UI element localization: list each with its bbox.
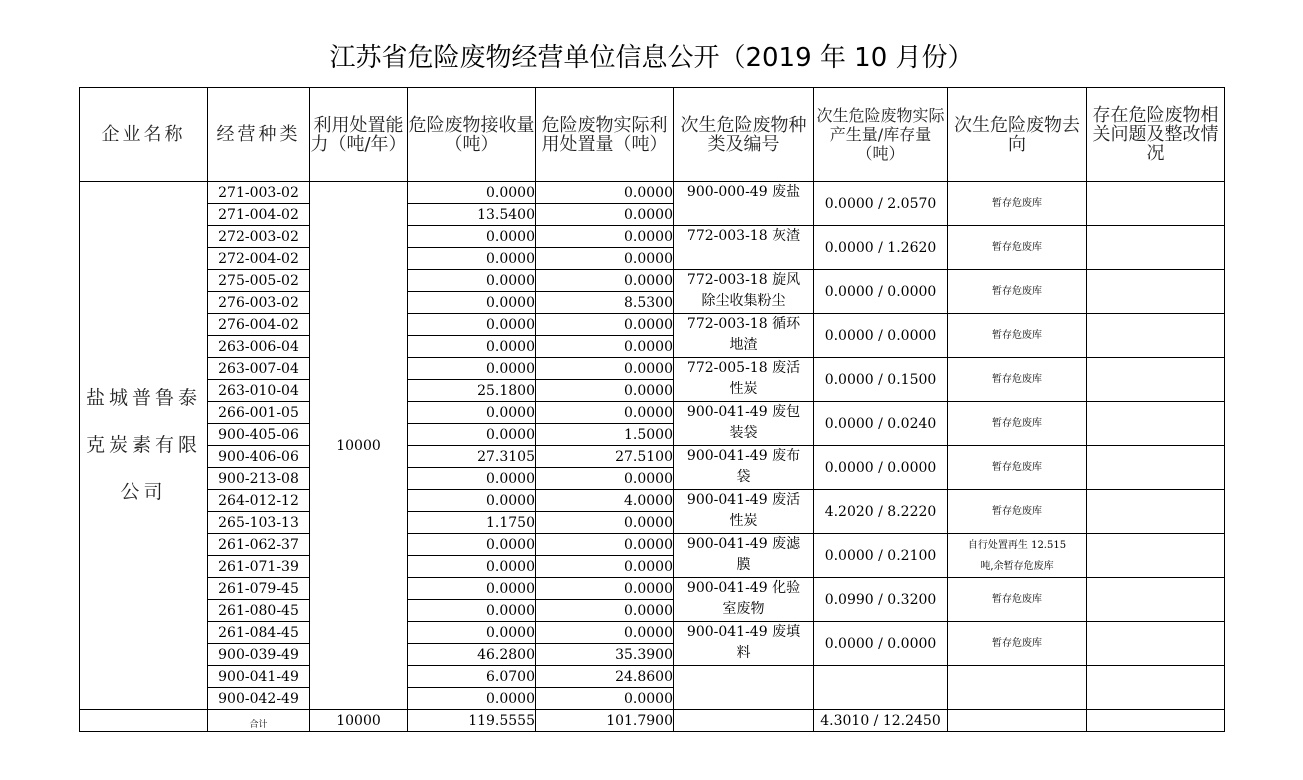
received-amount: 25.1800 — [408, 380, 536, 402]
used-amount: 0.0000 — [536, 226, 674, 248]
table-row — [80, 622, 1225, 644]
secondary-type-line1: 772-005-18 废活 — [686, 360, 801, 376]
used-amount: 24.8600 — [536, 666, 674, 688]
header-capacity: 利用处置能力（吨/年） — [310, 88, 408, 182]
used-amount: 35.3900 — [536, 644, 674, 666]
empty-issues — [1087, 666, 1225, 710]
used-amount: 0.0000 — [536, 380, 674, 402]
total-row — [80, 710, 1225, 732]
used-amount: 0.0000 — [536, 578, 674, 600]
empty-secondary-type — [674, 666, 814, 710]
waste-code: 900-042-49 — [208, 688, 310, 710]
total-secondary-amount: 4.3010 / 12.2450 — [814, 710, 948, 732]
issues-cell — [1087, 226, 1225, 270]
received-amount: 0.0000 — [408, 358, 536, 380]
received-amount: 13.5400 — [408, 204, 536, 226]
table-row — [80, 226, 1225, 248]
destination-line1: 暂存危废库 — [992, 638, 1042, 649]
secondary-waste-type — [674, 270, 814, 314]
destination-line1: 暂存危废库 — [992, 242, 1042, 253]
received-amount: 0.0000 — [408, 534, 536, 556]
total-company-blank — [80, 710, 208, 732]
empty-secondary-dest — [948, 666, 1087, 710]
used-amount: 0.0000 — [536, 248, 674, 270]
total-used: 101.7900 — [536, 710, 674, 732]
empty-secondary-amount — [814, 666, 948, 710]
issues-cell — [1087, 270, 1225, 314]
issues-cell — [1087, 182, 1225, 226]
received-amount: 0.0000 — [408, 336, 536, 358]
waste-code: 900-039-49 — [208, 644, 310, 666]
header-category: 经营种类 — [208, 88, 310, 182]
issues-cell — [1087, 402, 1225, 446]
secondary-amount: 4.2020 / 8.2220 — [814, 490, 948, 534]
used-amount: 0.0000 — [536, 314, 674, 336]
secondary-type-line1: 900-000-49 废盐 — [686, 184, 801, 200]
secondary-type-line1: 900-041-49 化验 — [686, 580, 801, 596]
header-actual-use: 危险废物实际利用处置量（吨） — [536, 88, 674, 182]
total-issues-blank — [1087, 710, 1225, 732]
secondary-amount: 0.0990 / 0.3200 — [814, 578, 948, 622]
secondary-type-line1: 900-041-49 废填 — [686, 624, 801, 640]
secondary-amount: 0.0000 / 0.2100 — [814, 534, 948, 578]
waste-code: 263-010-04 — [208, 380, 310, 402]
issues-cell — [1087, 534, 1225, 578]
total-dest-blank — [948, 710, 1087, 732]
secondary-waste-type — [674, 534, 814, 578]
used-amount: 0.0000 — [536, 600, 674, 622]
secondary-type-line2: 膜 — [736, 557, 751, 573]
secondary-waste-type — [674, 622, 814, 666]
company-name: 盐城普鲁泰克炭素有限公司 — [80, 182, 208, 710]
waste-code: 275-005-02 — [208, 270, 310, 292]
secondary-type-line2: 性炭 — [729, 381, 758, 397]
destination-line1: 暂存危废库 — [992, 374, 1042, 385]
secondary-amount: 0.0000 / 0.1500 — [814, 358, 948, 402]
waste-code: 276-004-02 — [208, 314, 310, 336]
destination-line1: 暂存危废库 — [992, 198, 1042, 209]
received-amount: 0.0000 — [408, 226, 536, 248]
used-amount: 0.0000 — [536, 534, 674, 556]
waste-code: 271-004-02 — [208, 204, 310, 226]
table-body — [80, 182, 1225, 732]
secondary-amount: 0.0000 / 0.0000 — [814, 446, 948, 490]
waste-code: 900-041-49 — [208, 666, 310, 688]
secondary-destination — [948, 578, 1087, 622]
waste-code: 263-006-04 — [208, 336, 310, 358]
secondary-waste-type — [674, 402, 814, 446]
received-amount: 0.0000 — [408, 292, 536, 314]
secondary-waste-type — [674, 578, 814, 622]
secondary-type-line1: 772-003-18 循环 — [686, 316, 801, 332]
used-amount: 8.5300 — [536, 292, 674, 314]
waste-code: 261-084-45 — [208, 622, 310, 644]
used-amount: 0.0000 — [536, 556, 674, 578]
secondary-amount: 0.0000 / 0.0000 — [814, 622, 948, 666]
secondary-type-line2: 装袋 — [729, 425, 758, 441]
secondary-type-line2: 室废物 — [722, 601, 765, 617]
used-amount: 0.0000 — [536, 688, 674, 710]
secondary-amount: 0.0000 / 2.0570 — [814, 182, 948, 226]
received-amount: 0.0000 — [408, 248, 536, 270]
used-amount: 0.0000 — [536, 512, 674, 534]
secondary-amount: 0.0000 / 0.0000 — [814, 270, 948, 314]
table-row — [80, 534, 1225, 556]
table-row — [80, 402, 1225, 424]
table-row — [80, 446, 1225, 468]
header-issues: 存在危险废物相关问题及整改情况 — [1087, 88, 1225, 182]
received-amount: 0.0000 — [408, 490, 536, 512]
received-amount: 0.0000 — [408, 270, 536, 292]
issues-cell — [1087, 622, 1225, 666]
received-amount: 0.0000 — [408, 424, 536, 446]
table-row — [80, 270, 1225, 292]
table-row — [80, 314, 1225, 336]
secondary-destination — [948, 622, 1087, 666]
header-company: 企业名称 — [80, 88, 208, 182]
used-amount: 0.0000 — [536, 182, 674, 204]
secondary-destination — [948, 490, 1087, 534]
received-amount: 0.0000 — [408, 688, 536, 710]
secondary-type-line1: 900-041-49 废布 — [686, 448, 801, 464]
secondary-amount: 0.0000 / 1.2620 — [814, 226, 948, 270]
issues-cell — [1087, 446, 1225, 490]
secondary-waste-type — [674, 314, 814, 358]
waste-code: 900-406-06 — [208, 446, 310, 468]
secondary-destination — [948, 226, 1087, 270]
received-amount: 1.1750 — [408, 512, 536, 534]
header-received: 危险废物接收量（吨） — [408, 88, 536, 182]
table-row — [80, 490, 1225, 512]
used-amount: 0.0000 — [536, 468, 674, 490]
used-amount: 0.0000 — [536, 622, 674, 644]
secondary-type-line2: 地渣 — [729, 337, 758, 353]
issues-cell — [1087, 358, 1225, 402]
secondary-destination — [948, 402, 1087, 446]
waste-code: 261-071-39 — [208, 556, 310, 578]
secondary-waste-type — [674, 358, 814, 402]
secondary-destination — [948, 270, 1087, 314]
used-amount: 0.0000 — [536, 204, 674, 226]
secondary-type-line1: 772-003-18 旋风 — [686, 272, 801, 288]
secondary-type-line2: 性炭 — [729, 513, 758, 529]
used-amount: 0.0000 — [536, 402, 674, 424]
destination-line1: 自行处置再生 12.515 — [967, 539, 1067, 551]
destination-line1: 暂存危废库 — [992, 462, 1042, 473]
used-amount: 0.0000 — [536, 358, 674, 380]
received-amount: 0.0000 — [408, 556, 536, 578]
secondary-type-line2: 料 — [736, 645, 751, 661]
received-amount: 0.0000 — [408, 600, 536, 622]
header-secondary-dest: 次生危险废物去向 — [948, 88, 1087, 182]
destination-line1: 暂存危废库 — [992, 506, 1042, 517]
waste-code: 900-213-08 — [208, 468, 310, 490]
issues-cell — [1087, 314, 1225, 358]
total-received: 119.5555 — [408, 710, 536, 732]
waste-code: 276-003-02 — [208, 292, 310, 314]
waste-code: 261-062-37 — [208, 534, 310, 556]
secondary-destination — [948, 182, 1087, 226]
table-row — [80, 666, 1225, 688]
issues-cell — [1087, 490, 1225, 534]
issues-cell — [1087, 578, 1225, 622]
waste-code: 272-004-02 — [208, 248, 310, 270]
secondary-waste-type — [674, 182, 814, 226]
capacity-value: 10000 — [310, 182, 408, 710]
used-amount: 4.0000 — [536, 490, 674, 512]
received-amount: 0.0000 — [408, 182, 536, 204]
secondary-destination — [948, 358, 1087, 402]
secondary-destination — [948, 314, 1087, 358]
secondary-waste-type — [674, 226, 814, 270]
waste-code: 263-007-04 — [208, 358, 310, 380]
secondary-waste-type — [674, 446, 814, 490]
table-row — [80, 578, 1225, 600]
waste-code: 266-001-05 — [208, 402, 310, 424]
waste-code: 264-012-12 — [208, 490, 310, 512]
secondary-amount: 0.0000 / 0.0240 — [814, 402, 948, 446]
secondary-type-line1: 772-003-18 灰渣 — [686, 228, 801, 244]
received-amount: 0.0000 — [408, 314, 536, 336]
waste-info-table — [79, 87, 1225, 732]
destination-line1: 暂存危废库 — [992, 286, 1042, 297]
received-amount: 27.3105 — [408, 446, 536, 468]
used-amount: 0.0000 — [536, 336, 674, 358]
destination-line1: 暂存危废库 — [992, 594, 1042, 605]
used-amount: 0.0000 — [536, 270, 674, 292]
secondary-type-line1: 900-041-49 废滤 — [686, 536, 801, 552]
destination-line2: 吨,余暂存危废库 — [980, 560, 1054, 572]
secondary-destination — [948, 534, 1087, 578]
received-amount: 0.0000 — [408, 402, 536, 424]
secondary-type-line1: 900-041-49 废包 — [686, 404, 801, 420]
secondary-type-line2: 袋 — [736, 469, 751, 485]
waste-code: 900-405-06 — [208, 424, 310, 446]
total-secondary-type-blank — [674, 710, 814, 732]
page-title: 江苏省危险废物经营单位信息公开（2019 年 10 月份） — [329, 43, 974, 73]
secondary-type-line2: 除尘收集粉尘 — [701, 293, 786, 309]
header-secondary-amount: 次生危险废物实际产生量/库存量（吨） — [814, 88, 948, 182]
waste-code: 261-079-45 — [208, 578, 310, 600]
waste-code: 261-080-45 — [208, 600, 310, 622]
table-row — [80, 358, 1225, 380]
received-amount: 6.0700 — [408, 666, 536, 688]
used-amount: 1.5000 — [536, 424, 674, 446]
total-capacity: 10000 — [310, 710, 408, 732]
received-amount: 0.0000 — [408, 578, 536, 600]
waste-code: 265-103-13 — [208, 512, 310, 534]
table-row — [80, 182, 1225, 204]
destination-line1: 暂存危废库 — [992, 330, 1042, 341]
waste-code: 272-003-02 — [208, 226, 310, 248]
header-secondary-type: 次生危险废物种类及编号 — [674, 88, 814, 182]
secondary-type-line1: 900-041-49 废活 — [686, 492, 801, 508]
destination-line1: 暂存危废库 — [992, 418, 1042, 429]
total-label: 合计 — [208, 710, 310, 732]
secondary-destination — [948, 446, 1087, 490]
waste-code: 271-003-02 — [208, 182, 310, 204]
received-amount: 0.0000 — [408, 468, 536, 490]
secondary-waste-type — [674, 490, 814, 534]
received-amount: 0.0000 — [408, 622, 536, 644]
used-amount: 27.5100 — [536, 446, 674, 468]
received-amount: 46.2800 — [408, 644, 536, 666]
secondary-amount: 0.0000 / 0.0000 — [814, 314, 948, 358]
